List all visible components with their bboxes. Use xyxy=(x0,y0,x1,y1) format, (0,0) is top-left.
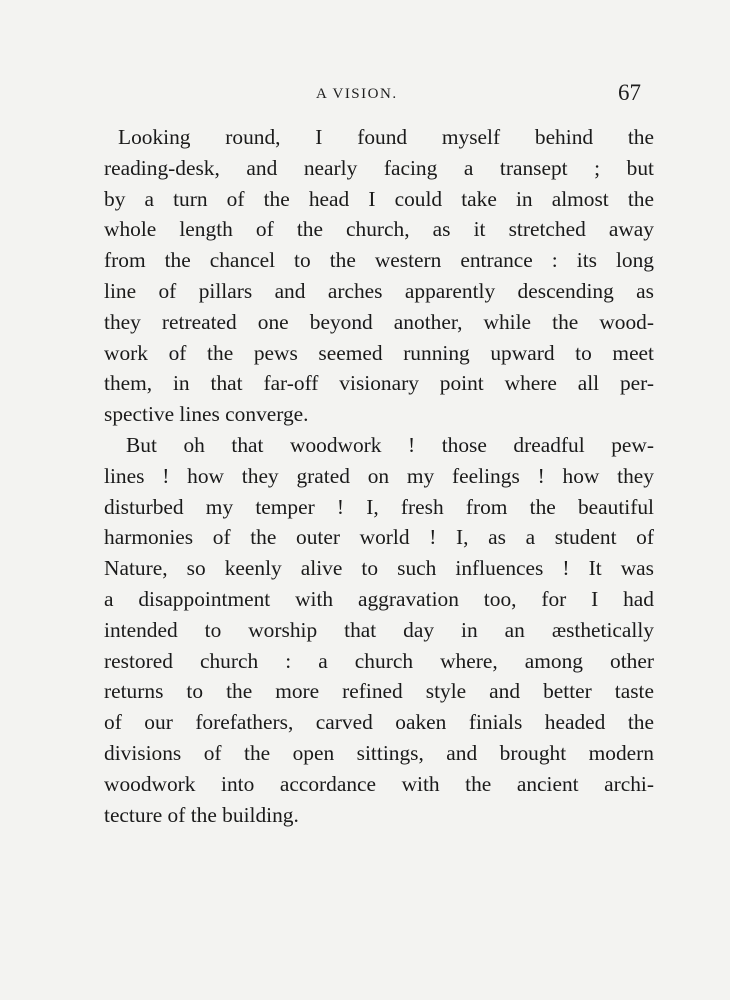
text-line: of our forefathers, carved oaken finials headed the xyxy=(104,710,654,735)
text-line: Looking round, I found myself behind the xyxy=(118,125,654,149)
text-line: work of the pews seemed running upward to meet xyxy=(104,340,654,365)
text-line: a disappointment with aggravation too, for I had xyxy=(104,586,654,611)
text-line: woodwork into accordance with the ancient archi- xyxy=(104,771,654,796)
text-line: tecture of the building. xyxy=(104,802,299,827)
text-line: spective lines converge. xyxy=(104,402,309,427)
text-line: Nature, so keenly alive to such influences ! It was xyxy=(104,556,654,581)
text-line: restored church : a church where, among other xyxy=(104,648,654,673)
page-number: 67 xyxy=(618,80,641,105)
text-line: from the chancel to the western entrance : its long xyxy=(104,248,654,273)
text-line: lines ! how they grated on my feelings ! how they xyxy=(104,463,654,488)
running-head xyxy=(0,80,730,114)
text-line: they retreated one beyond another, while the wood- xyxy=(104,309,654,334)
text-line: But oh that woodwork ! those dreadful pew- xyxy=(126,432,654,457)
paragraph-2 xyxy=(104,430,654,830)
text-line: returns to the more refined style and better taste xyxy=(104,679,654,704)
text-line: intended to worship that day in an æsthetically xyxy=(104,617,654,642)
text-line: harmonies of the outer world ! I, as a student of xyxy=(104,525,654,550)
text-line: whole length of the church, as it stretched away xyxy=(104,217,654,242)
text-line: them, in that far-off visionary point where all per- xyxy=(104,371,654,396)
body-text xyxy=(104,122,654,830)
text-line: line of pillars and arches apparently descending as xyxy=(104,278,654,303)
text-line: reading-desk, and nearly facing a transept ; but xyxy=(104,155,654,180)
running-title: A VISION. xyxy=(316,86,398,102)
text-line: divisions of the open sittings, and brought modern xyxy=(104,740,654,765)
text-line: by a turn of the head I could take in almost the xyxy=(104,186,654,211)
text-line: disturbed my temper ! I, fresh from the beautiful xyxy=(104,494,654,519)
paragraph-1 xyxy=(104,122,654,430)
